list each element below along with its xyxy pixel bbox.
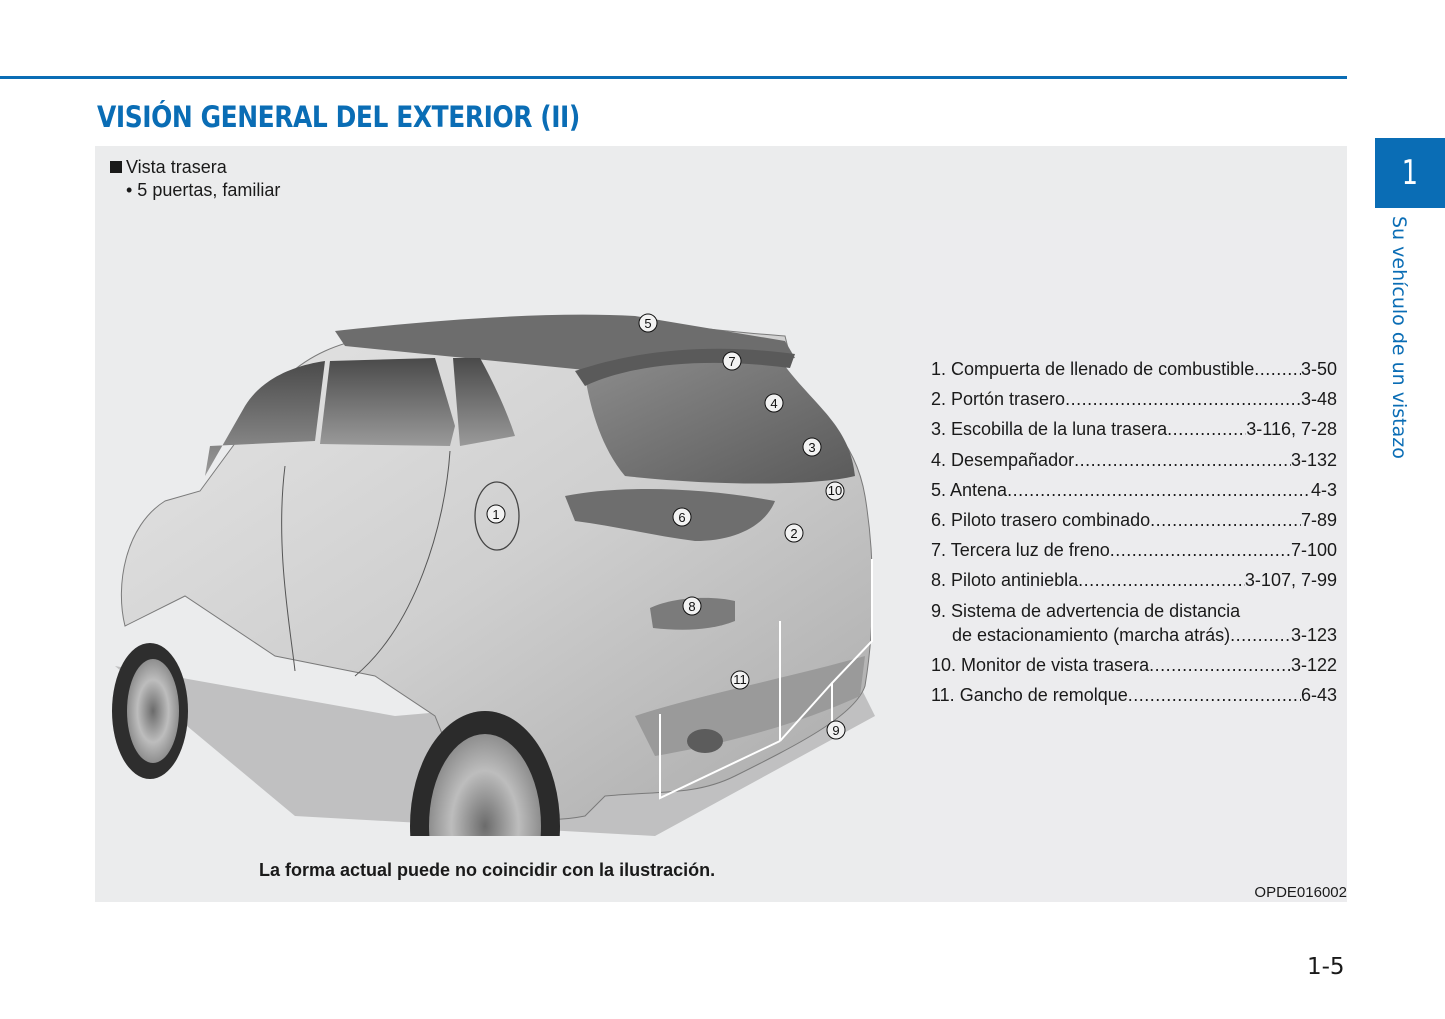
section-subheading: • 5 puertas, familiar <box>126 180 281 200</box>
legend-item-11: 11. Gancho de remolque ..... 6-43 <box>931 680 1337 710</box>
callout-1 <box>487 505 505 523</box>
svg-text:8: 8 <box>688 599 696 614</box>
svg-text:7: 7 <box>728 354 736 369</box>
page-ref: 6-43 <box>1300 685 1337 706</box>
legend-item-1: 1. Compuerta de llenado de combustible ..... 3-50 <box>931 354 1337 384</box>
page-ref: 3-132 <box>1290 449 1337 470</box>
svg-text:3: 3 <box>808 440 816 455</box>
chapter-number: 1 <box>1401 153 1419 193</box>
legend-item-3: 3. Escobilla de la luna trasera ..... 3-116, 7-28 <box>931 414 1337 444</box>
legend-item-9: 9. Sistema de advertencia de distancia <box>931 600 1241 621</box>
svg-text:5: 5 <box>644 316 652 331</box>
chapter-tab <box>1375 138 1445 208</box>
callout-11 <box>731 671 749 689</box>
callout-6 <box>673 508 691 526</box>
page-ref: 7-100 <box>1290 540 1337 561</box>
callout-8 <box>683 597 701 615</box>
page-ref: 3-116, 7-28 <box>1246 419 1337 440</box>
page-ref: 7-89 <box>1300 510 1337 531</box>
content-panel <box>95 146 1347 902</box>
legend-item-2: 2. Portón trasero ..... 3-48 <box>931 384 1337 414</box>
section-heading-text: Vista trasera <box>126 157 227 177</box>
page-ref: 3-50 <box>1300 359 1337 379</box>
callout-4 <box>765 394 783 412</box>
page-ref: 3-123 <box>1290 624 1337 645</box>
page-ref: 3-122 <box>1290 655 1337 676</box>
svg-text:9: 9 <box>832 723 840 738</box>
svg-text:4: 4 <box>770 396 778 411</box>
callout-5 <box>639 314 657 332</box>
page-ref: 4-3 <box>1310 479 1337 500</box>
illustration-disclaimer: La forma actual puede no coincidir con la ilustración. <box>259 860 716 880</box>
svg-text:11: 11 <box>733 672 747 687</box>
header-rule <box>0 76 1347 79</box>
callout-7 <box>723 352 741 370</box>
callout-3 <box>803 438 821 456</box>
page-title: VISIÓN GENERAL DEL EXTERIOR (II) <box>97 100 580 134</box>
svg-text:6: 6 <box>678 510 686 525</box>
callout-10 <box>826 482 844 500</box>
page-ref: 3-48 <box>1300 389 1337 410</box>
illustration-code: OPDE016002 <box>1254 884 1347 901</box>
legend-item-10: 10. Monitor de vista trasera ..... 3-122 <box>931 650 1337 680</box>
page-number: 1-5 <box>1307 954 1345 980</box>
legend-item-6: 6. Piloto trasero combinado ..... 7-89 <box>931 505 1337 535</box>
page-ref: 3-107, 7-99 <box>1244 570 1337 591</box>
square-bullet-icon <box>110 161 122 173</box>
car-rear-illustration <box>95 296 905 836</box>
chapter-side-label <box>1388 216 1414 476</box>
svg-text:2: 2 <box>790 526 798 541</box>
legend-item-9-continued: de estacionamiento (marcha atrás) ..... 3-123 <box>931 620 1337 650</box>
component-legend <box>931 354 1337 710</box>
legend-item-8: 8. Piloto antiniebla ..... 3-107, 7-99 <box>931 565 1337 595</box>
legend-item-7: 7. Tercera luz de freno ..... 7-100 <box>931 535 1337 565</box>
svg-text:1: 1 <box>492 507 500 522</box>
legend-item-4: 4. Desempañador ..... 3-132 <box>931 445 1337 475</box>
legend-item-5: 5. Antena ..... 4-3 <box>931 475 1337 505</box>
svg-text:10: 10 <box>827 483 843 498</box>
callout-9 <box>827 721 845 739</box>
callout-2 <box>785 524 803 542</box>
chapter-title: Su vehículo de un vistazo <box>1388 216 1410 459</box>
section-heading <box>110 157 227 178</box>
